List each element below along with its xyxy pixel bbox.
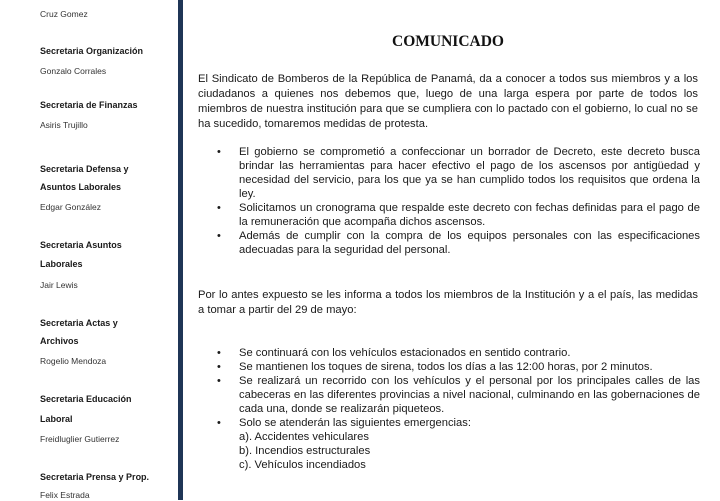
bullet-icon: • [217, 347, 221, 359]
bullet-icon: • [217, 146, 221, 158]
measures-intro-paragraph: Por lo antes expuesto se les informa a todos los miembros de la Institución y a el país, las medidas a tomar a partir del 29 de mayo: [198, 289, 698, 316]
sidebar-section-title: Secretaria Actas y [40, 318, 118, 328]
sidebar-section-title: Secretaria de Finanzas [40, 100, 138, 110]
sidebar-section-title-line2: Laborales [40, 259, 83, 269]
emergency-item [214, 430, 700, 444]
list-item-text: Además de cumplir con la compra de los equipos personales con las especificaciones adecuadas para la seguridad del personal. [239, 230, 700, 256]
list-item [214, 360, 700, 374]
list-item-text: Se continuará con los vehículos estacionados en sentido contrario. [239, 347, 571, 359]
sidebar-section-name: Gonzalo Corrales [40, 66, 107, 76]
list-item-text: Solicitamos un cronograma que respalde este decreto con fechas definidas para el pago de la remuneración que acompaña dichos ascensos. [239, 202, 700, 228]
sidebar-section-title: Secretaria Prensa y Prop. [40, 472, 150, 482]
sidebar-section-title: Secretaria Organización [40, 46, 144, 56]
list-item [214, 374, 700, 416]
sidebar-section-title: Secretaria Defensa y [40, 164, 129, 174]
sidebar-section-title-line2: Asuntos Laborales [40, 182, 122, 192]
list-item-text: El gobierno se comprometió a confeccionar un borrador de Decreto, este decreto busca brindar las herramientas para hacer efectivo el pago de los ascensos por antigüedad y necesidad del servicio, para los que ya se han cumplido todos los requisitos que ordena la ley. [239, 146, 700, 200]
sidebar-divider [178, 0, 183, 500]
sidebar-section-title: Secretaria Educación [40, 394, 132, 404]
document-title: COMUNICADO [392, 33, 504, 50]
list-item [214, 229, 700, 257]
bullet-icon: • [217, 202, 221, 214]
sidebar-section-name: Edgar González [40, 202, 101, 212]
emergency-item-text: b). Incendios estructurales [239, 445, 371, 457]
list-item [214, 346, 700, 360]
measures-list [214, 346, 700, 472]
sidebar-section-title-line2: Laboral [40, 414, 73, 424]
emergency-item [214, 444, 700, 458]
intro-paragraph: El Sindicato de Bomberos de la República de Panamá, da a conocer a todos sus miembros y a los ciudadanos a quienes nos debemos que, luego de una larga espera por parte de todos los miembros de nuestra institución para que se cumpliera con lo pactado con el gobierno, lo cual no se ha sucedido, tomaremos medidas de protesta. [198, 73, 698, 130]
list-item [214, 201, 700, 229]
commitments-list [214, 145, 700, 257]
sidebar-section-name: Jair Lewis [40, 280, 78, 290]
sidebar-section-title-line2: Archivos [40, 336, 79, 346]
bullet-icon: • [217, 375, 221, 387]
bullet-icon: • [217, 230, 221, 242]
sidebar-section-name: Felix Estrada [40, 490, 90, 500]
sidebar-section-name: Freidluglier Gutierrez [40, 434, 120, 444]
sidebar-directory [0, 0, 178, 500]
list-item-text: Solo se atenderán las siguientes emergencias: [239, 417, 471, 429]
communique-body [196, 0, 700, 500]
list-item-text: Se realizará un recorrido con los vehículos y el personal por los principales calles de las cabeceras en las diferentes provincias a nivel nacional, culminando en las gobernaciones de cada una, donde se realizarán piqueteos. [239, 375, 700, 415]
sidebar-section-name: Asiris Trujillo [40, 120, 88, 130]
emergency-item [214, 458, 700, 472]
list-item [214, 416, 700, 430]
emergency-item-text: c). Vehículos incendiados [239, 459, 366, 471]
bullet-icon: • [217, 417, 221, 429]
list-item-text: Se mantienen los toques de sirena, todos los días a las 12:00 horas, por 2 minutos. [239, 361, 653, 373]
emergency-item-text: a). Accidentes vehiculares [239, 431, 369, 443]
bullet-icon: • [217, 361, 221, 373]
list-item [214, 145, 700, 201]
sidebar-top-name: Cruz Gomez [40, 9, 88, 19]
sidebar-section-title: Secretaria Asuntos [40, 240, 122, 250]
sidebar-section-name: Rogelio Mendoza [40, 356, 107, 366]
